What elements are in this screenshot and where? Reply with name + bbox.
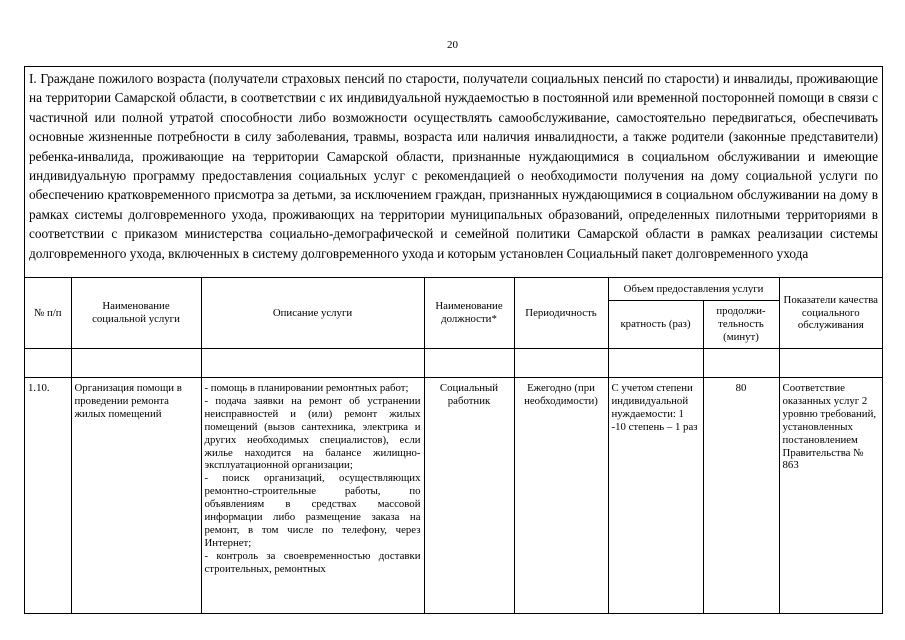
header-position: Наименование должности* <box>424 278 514 349</box>
header-duration: продолжи-тельность (минут) <box>703 301 779 349</box>
row-multiplicity: С учетом степени индивидуальной нуждаемости: 1 -10 степень – 1 раз <box>608 378 703 615</box>
row-position: Социальный работник <box>424 378 514 615</box>
header-volume: Объем предоставления услуги <box>608 278 779 301</box>
description-item: - поиск организаций, осуществляющих ремонтно-строительные работы, по объявлениям в средствах массовой информации либо размещение заказа на ремонт, в том числе по телефону, через Интернет; <box>204 472 421 549</box>
row-num: 1.10. <box>25 378 71 615</box>
document-frame <box>24 66 883 614</box>
services-table <box>25 277 882 614</box>
header-num: № п/п <box>25 278 71 349</box>
header-quality: Показатели качества социального обслуживания <box>779 278 882 349</box>
header-periodicity: Периодичность <box>514 278 608 349</box>
category-heading: I. Граждане пожилого возраста (получатели страховых пенсий по старости, получатели социальных пенсий по старости) и инвалиды, проживающие на территории Самарской области, в соответствии с их индивидуальной нуждаемостью в постоянной или временной посторонней помощи в связи с частичной или полной утратой способности либо возможности осуществлять самообслуживание, самостоятельно передвигаться, обеспечивать основные жизненные потребности в силу заболевания, травмы, возраста или наличия инвалидности, а также родители (законные представители) ребенка-инвалида, проживающие на территории Самарской области, признанные нуждающимися в социальном обслуживании и имеющие индивидуальную программу предоставления социальных услуг с рекомендацией о необходимости получения на дому социальной услуги по обеспечению кратковременного присмотра за детьми, за исключением граждан, признанных нуждающимися в социальном обслуживании на дому в рамках системы долговременного ухода, проживающих на территории муниципальных образований, определенных пилотными территориями в соответствии с приказом министерства социально-демографической и семейной политики Самарской области в рамках реализации системы долговременного ухода, включенных в систему долговременного ухода и которым установлен Социальный пакет долговременного ухода <box>29 71 878 261</box>
header-row <box>25 278 882 301</box>
header-description: Описание услуги <box>201 278 424 349</box>
row-periodicity: Ежегодно (при необходимости) <box>514 378 608 615</box>
row-quality: Соответствие оказанных услуг 2 уровню требований, установленных постановлением Правительства № 863 <box>779 378 882 615</box>
description-item: - контроль за своевременностью доставки строительных, ремонтных <box>204 549 421 575</box>
description-item: - помощь в планировании ремонтных работ; <box>204 382 409 394</box>
row-description <box>201 378 424 615</box>
description-item: - подача заявки на ремонт об устранении неисправностей и (или) ремонт жилых помещений (вызов сантехника, электрика и других необходимых специалистов), если жилье находится на балансе жилищно-эксплуатационной организации; <box>204 394 421 472</box>
page-number: 20 <box>447 39 458 51</box>
header-name: Наименование социальной услуги <box>71 278 201 349</box>
table-row <box>25 378 882 615</box>
row-service-name: Организация помощи в проведении ремонта жилых помещений <box>71 378 201 615</box>
empty-row <box>25 349 882 378</box>
header-multiplicity: кратность (раз) <box>608 301 703 349</box>
row-duration: 80 <box>703 378 779 615</box>
